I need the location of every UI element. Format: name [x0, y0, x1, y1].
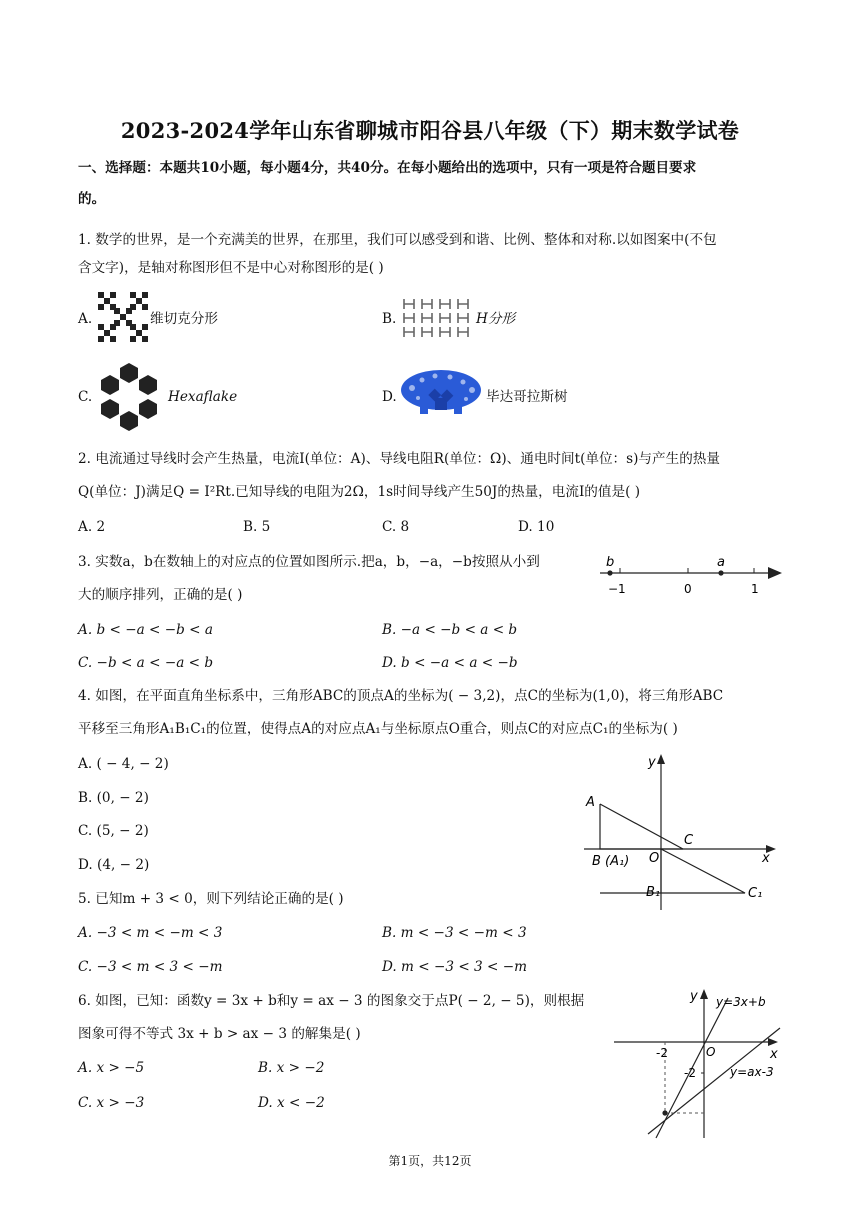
hexaflake-image — [96, 362, 162, 432]
origin-label: O — [706, 1045, 716, 1059]
point-a-label: a — [717, 555, 725, 570]
vicsek-fractal-image — [98, 292, 148, 342]
q1-option-b-key: B. — [382, 311, 397, 327]
linear-functions-figure — [606, 986, 786, 1142]
q6-option-c: C. x > −3 — [78, 1095, 145, 1111]
point-b1-label: B₁ — [646, 885, 661, 900]
section-heading-line2: 的。 — [78, 191, 106, 207]
coordinate-translation-figure — [576, 752, 786, 912]
q4-stem-line1: 4. 如图，在平面直角坐标系中，三角形ABC的顶点A的坐标为( − 3,2)，点C的坐标为(1,0)，将三角形ABC — [78, 688, 724, 704]
origin-label: O — [649, 851, 660, 866]
point-c1-label: C₁ — [748, 886, 763, 901]
q2-option-d: D. 10 — [518, 519, 555, 535]
q6-stem-line1: 6. 如图，已知：函数y = 3x + b和y = ax − 3 的图象交于点P( − 2, − 5)，则根据 — [78, 993, 585, 1009]
line2-label: y=ax-3 — [730, 1065, 774, 1079]
x-neg2-label: -2 — [656, 1046, 668, 1060]
q1-stem-line2: 含文字)，是轴对称图形但不是中心对称图形的是( ) — [78, 260, 384, 276]
q4-option-b: B. (0, − 2) — [78, 790, 149, 806]
q5-option-d: D. m < −3 < 3 < −m — [382, 959, 528, 975]
point-b-label: b — [606, 555, 615, 570]
pythagoras-tree-image — [400, 368, 482, 420]
x-axis-label: x — [770, 1047, 778, 1062]
q1-option-d-key: D. — [382, 389, 397, 405]
q1-stem-line1: 1. 数学的世界，是一个充满美的世界，在那里，我们可以感受到和谐、比例、整体和对称.以如图案中(不包 — [78, 232, 717, 248]
q5-option-b: B. m < −3 < −m < 3 — [382, 925, 527, 941]
point-a-label: A — [586, 795, 595, 810]
q1-option-a-label: 维切克分形 — [150, 311, 218, 327]
q2-stem-line1: 2. 电流通过导线时会产生热量，电流I(单位：A)、导线电阻R(单位：Ω)、通电时间t(单位：s)与产生的热量 — [78, 451, 720, 467]
q3-option-c: C. −b < a < −a < b — [78, 655, 214, 671]
q4-stem-line2: 平移至三角形A₁B₁C₁的位置，使得点A的对应点A₁与坐标原点O重合，则点C的对应点C₁的坐标为( ) — [78, 721, 678, 737]
q4-option-a: A. ( − 4, − 2) — [78, 756, 169, 772]
line1-label: y=3x+b — [716, 995, 766, 1009]
point-c-label: C — [684, 833, 694, 848]
y-axis-label: y — [648, 755, 656, 770]
q5-stem: 5. 已知m + 3 < 0，则下列结论正确的是( ) — [78, 891, 344, 907]
number-line-figure — [596, 552, 784, 600]
q4-option-c: C. (5, − 2) — [78, 823, 149, 839]
q6-option-b: B. x > −2 — [258, 1060, 325, 1076]
q5-option-c: C. −3 < m < 3 < −m — [78, 959, 223, 975]
point-b-a1-label: B (A₁) — [592, 854, 630, 869]
q1-option-b-label: H分形 — [476, 311, 516, 327]
q3-option-a: A. b < −a < −b < a — [78, 622, 213, 638]
q3-stem-line1: 3. 实数a，b在数轴上的对应点的位置如图所示.把a，b，−a，−b按照从小到 — [78, 554, 540, 570]
tick-label-1: 1 — [751, 582, 759, 596]
q2-option-a: A. 2 — [78, 519, 106, 535]
q3-stem-line2: 大的顺序排列，正确的是( ) — [78, 587, 243, 603]
q2-stem-line2: Q(单位：J)满足Q = I²Rt.已知导线的电阻为2Ω，1s时间导线产生50J的热量，电流I的值是( ) — [78, 484, 641, 500]
page-footer: 第1页，共12页 — [388, 1154, 472, 1168]
h-fractal-image — [400, 295, 472, 341]
q1-option-c-key: C. — [78, 389, 93, 405]
q2-option-b: B. 5 — [243, 519, 271, 535]
q1-option-d-label: 毕达哥拉斯树 — [486, 389, 568, 405]
q1-option-c-label: Hexaflake — [168, 389, 238, 405]
section-heading-line1: 一、选择题：本题共10小题，每小题4分，共40分。在每小题给出的选项中，只有一项是符合题目要求 — [78, 160, 697, 176]
tick-label-neg1: −1 — [608, 582, 626, 596]
q1-option-a-key: A. — [78, 311, 93, 327]
y-axis-label: y — [690, 989, 698, 1004]
q3-option-d: D. b < −a < a < −b — [382, 655, 518, 671]
q6-option-a: A. x > −5 — [78, 1060, 145, 1076]
q5-option-a: A. −3 < m < −m < 3 — [78, 925, 223, 941]
y-neg2-label: -2 — [684, 1066, 696, 1080]
q2-option-c: C. 8 — [382, 519, 410, 535]
tick-label-0: 0 — [684, 582, 692, 596]
q4-option-d: D. (4, − 2) — [78, 857, 150, 873]
x-axis-label: x — [762, 851, 770, 866]
q6-option-d: D. x < −2 — [258, 1095, 325, 1111]
page-title: 2023-2024学年山东省聊城市阳谷县八年级（下）期末数学试卷 — [120, 118, 740, 143]
q3-option-b: B. −a < −b < a < b — [382, 622, 518, 638]
q6-stem-line2: 图象可得不等式 3x + b > ax − 3 的解集是( ) — [78, 1026, 361, 1042]
